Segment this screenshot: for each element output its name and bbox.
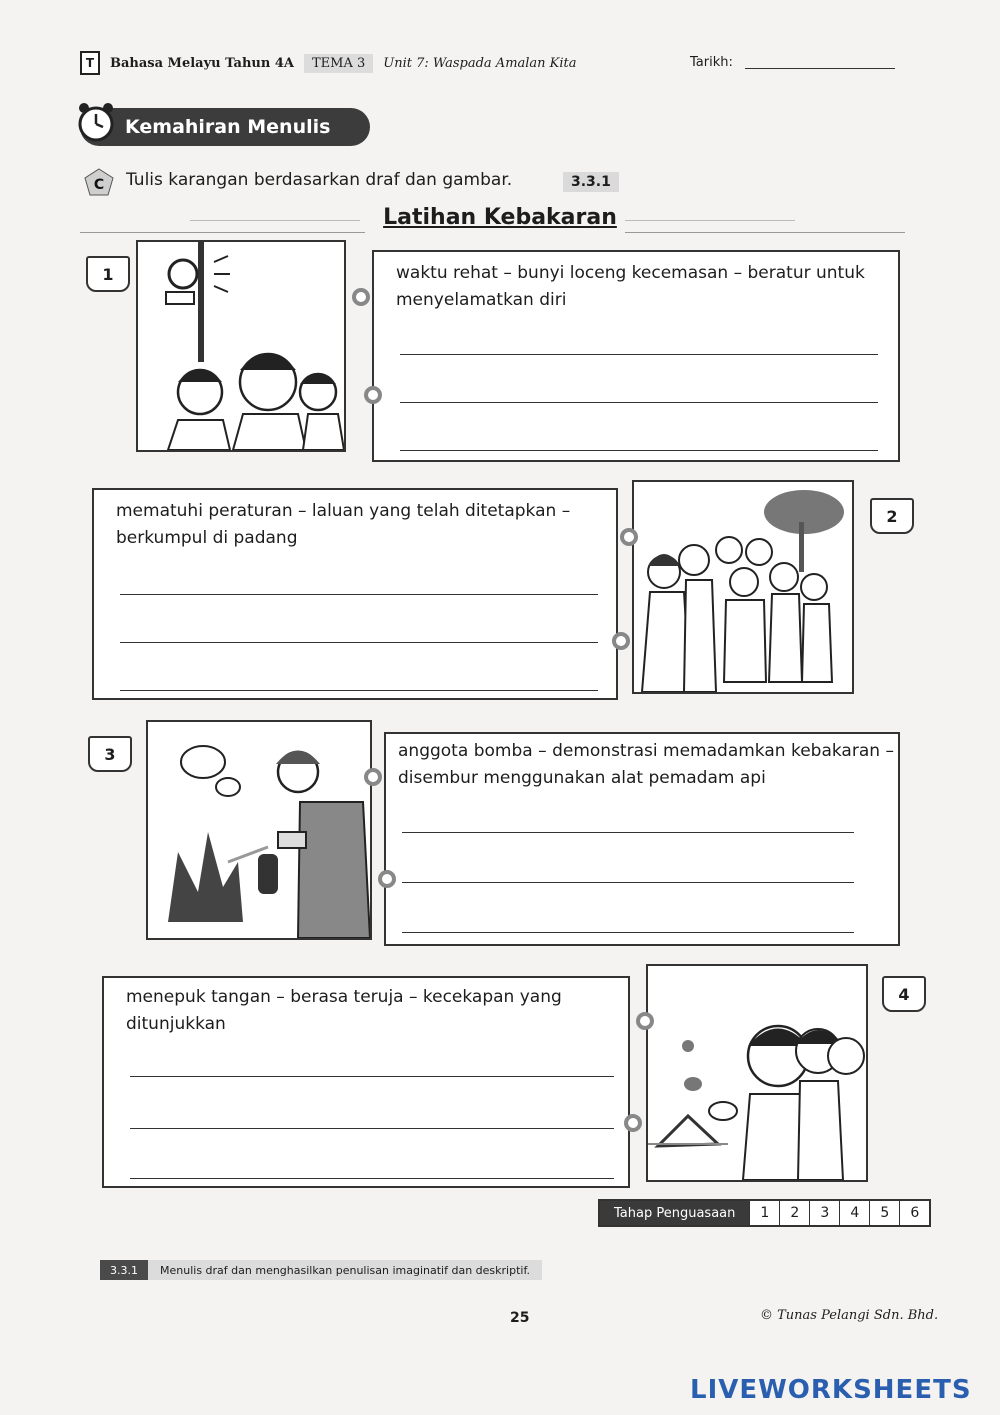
panel-1-writing-box bbox=[372, 250, 900, 462]
writing-line[interactable] bbox=[120, 690, 598, 691]
alarm-clock-icon bbox=[76, 100, 116, 144]
ring-binder-icon bbox=[624, 1114, 642, 1132]
ring-binder-icon bbox=[364, 768, 382, 786]
essay-title: Latihan Kebakaran bbox=[383, 205, 617, 230]
panel-4-illustration bbox=[646, 964, 868, 1182]
unit-title: Unit 7: Waspada Amalan Kita bbox=[383, 55, 577, 71]
panel-number: 4 bbox=[882, 976, 926, 1012]
mastery-level-5[interactable]: 5 bbox=[869, 1201, 899, 1225]
panel-3-writing-box bbox=[384, 732, 900, 946]
panel-number: 2 bbox=[870, 498, 914, 534]
ring-binder-icon bbox=[612, 632, 630, 650]
instruction-badge-icon bbox=[84, 168, 114, 196]
writing-line[interactable] bbox=[130, 1076, 614, 1077]
copyright: © Tunas Pelangi Sdn. Bhd. bbox=[760, 1308, 939, 1323]
ring-binder-icon bbox=[636, 1012, 654, 1030]
panel-1-prompt: waktu rehat – bunyi loceng kecemasan – beratur untuk menyelamatkan diri bbox=[396, 263, 865, 310]
panel-4-writing-box bbox=[102, 976, 630, 1188]
instruction-letter: C bbox=[93, 177, 105, 193]
writing-line[interactable] bbox=[402, 832, 854, 833]
date-input-line[interactable] bbox=[745, 68, 895, 69]
mastery-level-2[interactable]: 2 bbox=[779, 1201, 809, 1225]
watermark: LIVEWORKSHEETS bbox=[690, 1375, 972, 1405]
book-title: Bahasa Melayu Tahun 4A bbox=[110, 55, 294, 71]
panel-3-illustration bbox=[146, 720, 372, 940]
bell-students-illustration bbox=[138, 242, 344, 450]
standard-code: 3.3.1 bbox=[100, 1260, 148, 1280]
mastery-level-table bbox=[598, 1199, 931, 1227]
writing-line[interactable] bbox=[400, 354, 878, 355]
panel-number: 1 bbox=[86, 256, 130, 292]
writing-line[interactable] bbox=[130, 1178, 614, 1179]
mastery-level-1[interactable]: 1 bbox=[749, 1201, 779, 1225]
ring-binder-icon bbox=[620, 528, 638, 546]
panel-3-prompt: anggota bomba – demonstrasi memadamkan kebakaran – disembur menggunakan alat pemadam api bbox=[398, 741, 894, 788]
firefighter-illustration bbox=[148, 722, 370, 938]
title-rule bbox=[625, 232, 905, 233]
writing-line[interactable] bbox=[402, 882, 854, 883]
writing-line[interactable] bbox=[120, 594, 598, 595]
ring-binder-icon bbox=[364, 386, 382, 404]
panel-number: 3 bbox=[88, 736, 132, 772]
standard-footer bbox=[100, 1260, 542, 1280]
clapping-students-illustration bbox=[648, 966, 866, 1180]
mastery-level-6[interactable]: 6 bbox=[899, 1201, 929, 1225]
section-title: Kemahiran Menulis bbox=[80, 108, 370, 146]
writing-line[interactable] bbox=[400, 450, 878, 451]
instruction-text: Tulis karangan berdasarkan draf dan gambar. bbox=[126, 170, 513, 190]
ring-binder-icon bbox=[378, 870, 396, 888]
publisher-logo: T bbox=[80, 51, 100, 75]
writing-line[interactable] bbox=[400, 402, 878, 403]
panel-1-illustration bbox=[136, 240, 346, 452]
tema-badge: TEMA 3 bbox=[304, 54, 373, 73]
writing-line[interactable] bbox=[130, 1128, 614, 1129]
panel-2-writing-box bbox=[92, 488, 618, 700]
panel-4-prompt: menepuk tangan – berasa teruja – kecekapan yang ditunjukkan bbox=[126, 987, 562, 1034]
mastery-level-label: Tahap Penguasaan bbox=[600, 1201, 749, 1225]
instruction-code: 3.3.1 bbox=[563, 172, 619, 192]
standard-text: Menulis draf dan menghasilkan penulisan imaginatif dan deskriptif. bbox=[160, 1263, 531, 1277]
writing-line[interactable] bbox=[120, 642, 598, 643]
title-rule bbox=[80, 232, 365, 233]
assembly-field-illustration bbox=[634, 482, 852, 692]
panel-2-prompt: mematuhi peraturan – laluan yang telah ditetapkan – berkumpul di padang bbox=[116, 501, 571, 548]
mastery-level-4[interactable]: 4 bbox=[839, 1201, 869, 1225]
panel-2-illustration bbox=[632, 480, 854, 694]
mastery-level-3[interactable]: 3 bbox=[809, 1201, 839, 1225]
page-number: 25 bbox=[510, 1310, 530, 1326]
ring-binder-icon bbox=[352, 288, 370, 306]
writing-line[interactable] bbox=[402, 932, 854, 933]
date-label: Tarikh: bbox=[690, 55, 733, 70]
page-header bbox=[80, 48, 577, 78]
